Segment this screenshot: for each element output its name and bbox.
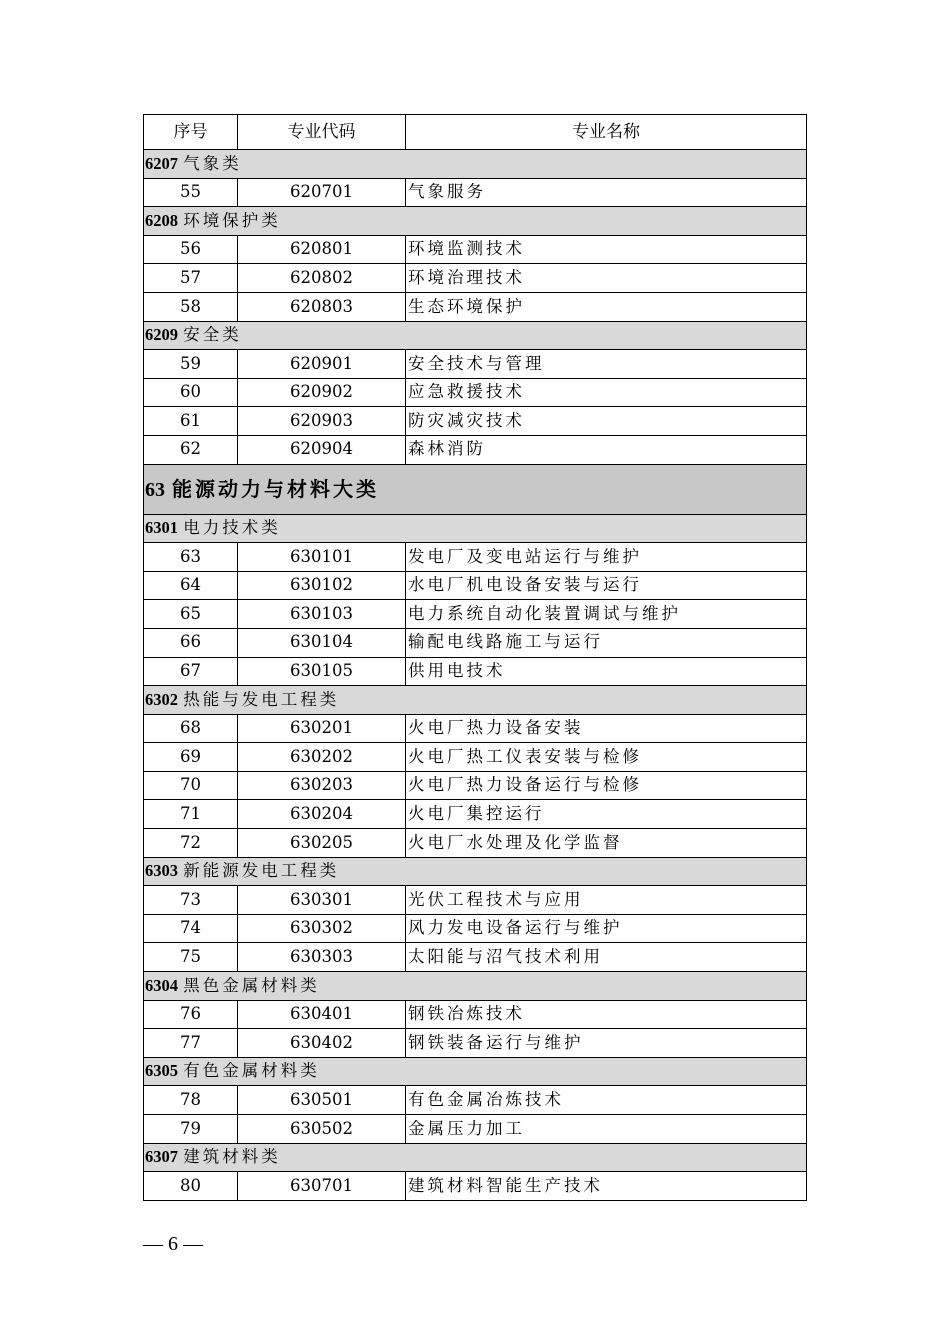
code-cell: 630502 [238, 1115, 406, 1144]
category-label [144, 464, 807, 514]
table-row [144, 264, 807, 293]
name-cell: 风力发电设备运行与维护 [406, 914, 807, 943]
category-code: 6307 [145, 1147, 178, 1167]
name-cell: 火电厂热工仪表安装与检修 [406, 743, 807, 772]
category-label [144, 857, 807, 886]
table-row [144, 1000, 807, 1029]
seq-cell: 66 [144, 628, 238, 657]
table-row [144, 771, 807, 800]
header-row [144, 115, 807, 150]
code-cell: 630701 [238, 1172, 406, 1201]
category-label [144, 686, 807, 715]
table-row [144, 628, 807, 657]
table-row [144, 600, 807, 629]
code-cell: 620801 [238, 235, 406, 264]
table-row [144, 943, 807, 972]
name-cell: 生态环境保护 [406, 292, 807, 321]
name-cell: 火电厂水处理及化学监督 [406, 829, 807, 858]
table-row [144, 914, 807, 943]
name-cell: 输配电线路施工与运行 [406, 628, 807, 657]
name-cell: 供用电技术 [406, 657, 807, 686]
code-cell: 630202 [238, 743, 406, 772]
name-cell: 火电厂热力设备运行与检修 [406, 771, 807, 800]
name-cell: 电力系统自动化装置调试与维护 [406, 600, 807, 629]
name-cell: 建筑材料智能生产技术 [406, 1172, 807, 1201]
seq-cell: 57 [144, 264, 238, 293]
major-category-row [144, 464, 807, 514]
seq-cell: 59 [144, 350, 238, 379]
code-cell: 630104 [238, 628, 406, 657]
category-code: 6301 [145, 518, 178, 538]
table-row [144, 571, 807, 600]
category-name: 安全类 [183, 325, 242, 345]
category-row [144, 972, 807, 1001]
seq-cell: 80 [144, 1172, 238, 1201]
table-row [144, 1086, 807, 1115]
code-cell: 620803 [238, 292, 406, 321]
name-cell: 金属压力加工 [406, 1115, 807, 1144]
seq-cell: 58 [144, 292, 238, 321]
category-label [144, 972, 807, 1001]
name-cell: 光伏工程技术与应用 [406, 886, 807, 915]
seq-cell: 78 [144, 1086, 238, 1115]
table-row [144, 292, 807, 321]
category-code: 6209 [145, 325, 178, 345]
table-row [144, 178, 807, 207]
category-code: 6305 [145, 1061, 178, 1081]
code-cell: 630201 [238, 714, 406, 743]
category-row [144, 207, 807, 236]
category-code: 63 [145, 478, 165, 501]
code-cell: 620701 [238, 178, 406, 207]
seq-cell: 60 [144, 378, 238, 407]
seq-cell: 70 [144, 771, 238, 800]
seq-cell: 55 [144, 178, 238, 207]
category-row [144, 857, 807, 886]
name-cell: 安全技术与管理 [406, 350, 807, 379]
table-row [144, 1029, 807, 1058]
category-name: 能源动力与材料大类 [171, 476, 379, 501]
code-cell: 630204 [238, 800, 406, 829]
category-label [144, 321, 807, 350]
category-label [144, 207, 807, 236]
table-row [144, 743, 807, 772]
category-row [144, 321, 807, 350]
seq-cell: 67 [144, 657, 238, 686]
table-header [144, 115, 807, 150]
seq-cell: 76 [144, 1000, 238, 1029]
name-cell: 火电厂热力设备安装 [406, 714, 807, 743]
table-row [144, 350, 807, 379]
name-cell: 太阳能与沼气技术利用 [406, 943, 807, 972]
table-row [144, 829, 807, 858]
table-row [144, 1115, 807, 1144]
code-cell: 630205 [238, 829, 406, 858]
code-cell: 630402 [238, 1029, 406, 1058]
code-cell: 620901 [238, 350, 406, 379]
table-row [144, 800, 807, 829]
code-cell: 630401 [238, 1000, 406, 1029]
category-name: 热能与发电工程类 [183, 689, 340, 709]
name-cell: 水电厂机电设备安装与运行 [406, 571, 807, 600]
seq-cell: 65 [144, 600, 238, 629]
name-cell: 有色金属冶炼技术 [406, 1086, 807, 1115]
category-row [144, 514, 807, 543]
table-body [144, 150, 807, 1201]
code-cell: 630302 [238, 914, 406, 943]
category-label [144, 1143, 807, 1172]
name-cell: 应急救援技术 [406, 378, 807, 407]
name-cell: 钢铁冶炼技术 [406, 1000, 807, 1029]
category-code: 6303 [145, 861, 178, 881]
table-row [144, 407, 807, 436]
name-cell: 火电厂集控运行 [406, 800, 807, 829]
seq-cell: 73 [144, 886, 238, 915]
code-cell: 630303 [238, 943, 406, 972]
category-row [144, 150, 807, 179]
header-name: 专业名称 [406, 115, 807, 150]
seq-cell: 63 [144, 543, 238, 572]
code-cell: 630203 [238, 771, 406, 800]
table-row [144, 543, 807, 572]
table-row [144, 235, 807, 264]
name-cell: 森林消防 [406, 435, 807, 464]
category-label [144, 150, 807, 179]
table-row [144, 435, 807, 464]
page-number: — 6 — [143, 1233, 203, 1255]
name-cell: 环境监测技术 [406, 235, 807, 264]
code-cell: 630105 [238, 657, 406, 686]
table-row [144, 886, 807, 915]
category-row [144, 1143, 807, 1172]
header-code: 专业代码 [238, 115, 406, 150]
seq-cell: 56 [144, 235, 238, 264]
category-name: 气象类 [183, 153, 242, 173]
table-row [144, 657, 807, 686]
name-cell: 发电厂及变电站运行与维护 [406, 543, 807, 572]
seq-cell: 71 [144, 800, 238, 829]
table-row [144, 1172, 807, 1201]
category-code: 6208 [145, 210, 178, 230]
category-row [144, 686, 807, 715]
seq-cell: 68 [144, 714, 238, 743]
category-row [144, 1057, 807, 1086]
seq-cell: 69 [144, 743, 238, 772]
category-name: 环境保护类 [183, 210, 281, 230]
name-cell: 环境治理技术 [406, 264, 807, 293]
name-cell: 防灾减灾技术 [406, 407, 807, 436]
seq-cell: 77 [144, 1029, 238, 1058]
table-row [144, 714, 807, 743]
category-code: 6304 [145, 975, 178, 995]
category-code: 6302 [145, 689, 178, 709]
code-cell: 630301 [238, 886, 406, 915]
category-name: 有色金属材料类 [183, 1061, 320, 1081]
table-row [144, 378, 807, 407]
seq-cell: 61 [144, 407, 238, 436]
seq-cell: 64 [144, 571, 238, 600]
category-name: 建筑材料类 [183, 1147, 281, 1167]
code-cell: 620802 [238, 264, 406, 293]
seq-cell: 79 [144, 1115, 238, 1144]
name-cell: 钢铁装备运行与维护 [406, 1029, 807, 1058]
code-cell: 630501 [238, 1086, 406, 1115]
seq-cell: 74 [144, 914, 238, 943]
header-seq: 序号 [144, 115, 238, 150]
code-cell: 620903 [238, 407, 406, 436]
category-label [144, 514, 807, 543]
code-cell: 620904 [238, 435, 406, 464]
category-name: 电力技术类 [183, 518, 281, 538]
seq-cell: 72 [144, 829, 238, 858]
category-name: 新能源发电工程类 [183, 861, 340, 881]
category-name: 黑色金属材料类 [183, 975, 320, 995]
category-label [144, 1057, 807, 1086]
seq-cell: 75 [144, 943, 238, 972]
code-cell: 630103 [238, 600, 406, 629]
code-cell: 630101 [238, 543, 406, 572]
category-code: 6207 [145, 153, 178, 173]
major-list-table [143, 114, 807, 1201]
seq-cell: 62 [144, 435, 238, 464]
code-cell: 620902 [238, 378, 406, 407]
code-cell: 630102 [238, 571, 406, 600]
name-cell: 气象服务 [406, 178, 807, 207]
